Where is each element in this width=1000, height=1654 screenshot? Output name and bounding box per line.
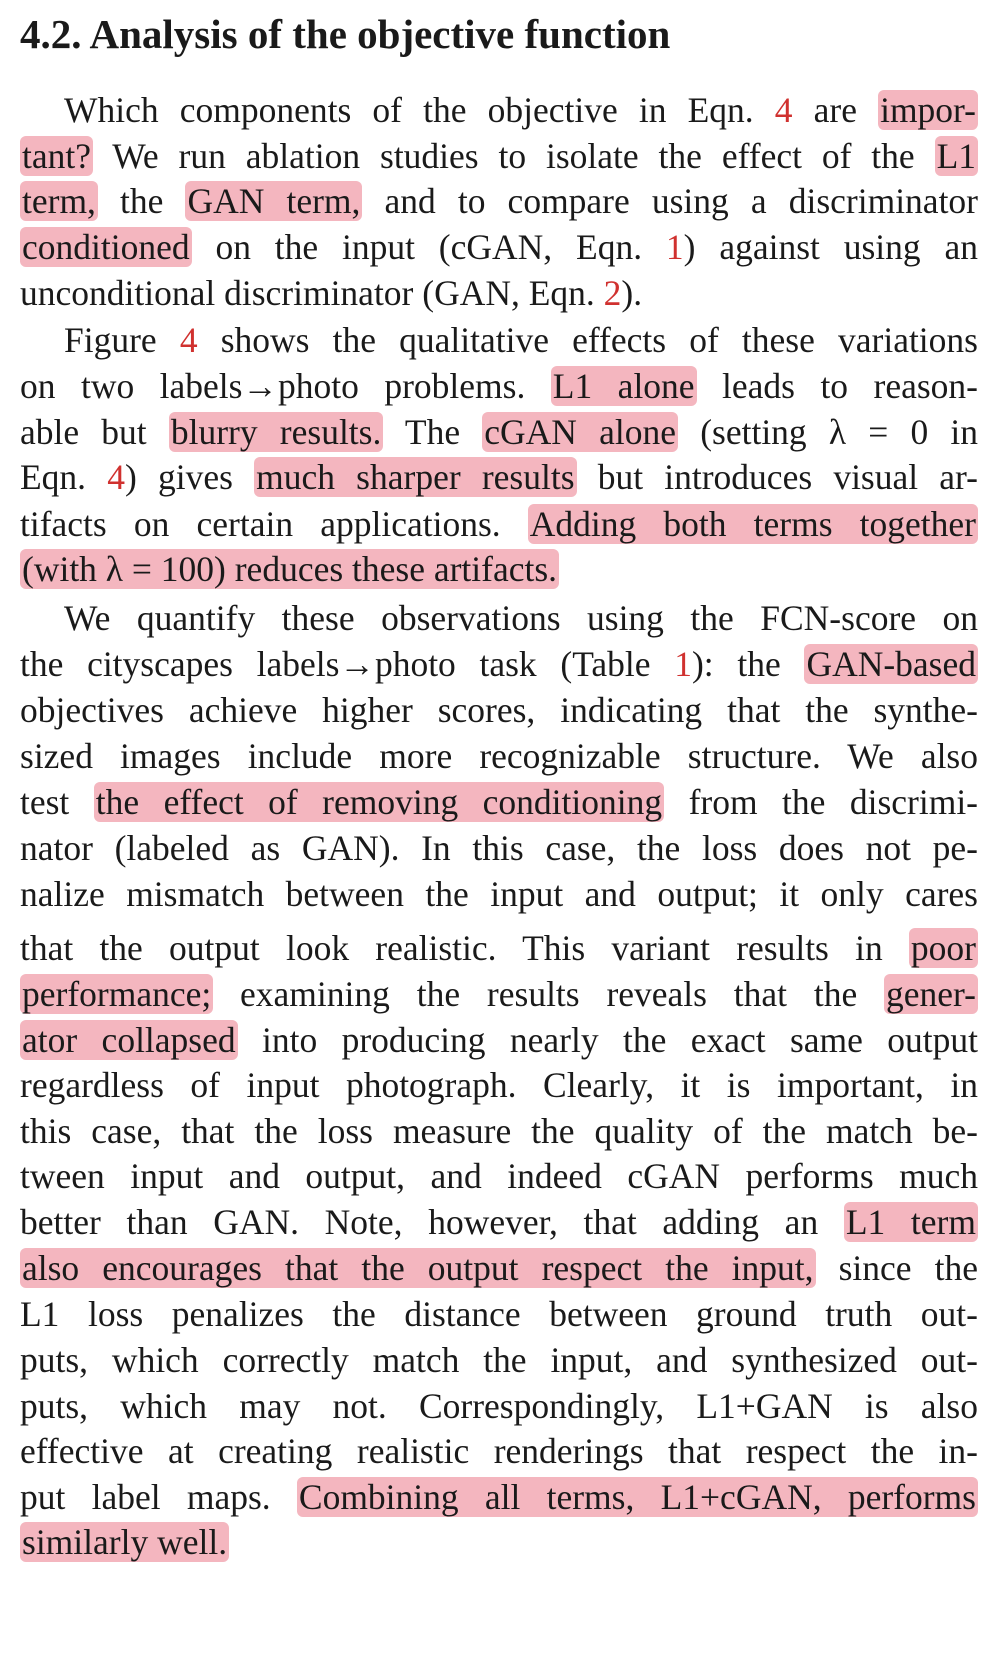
text-line: put label maps. Combining all terms, L1+cGAN, performs — [20, 1477, 976, 1517]
text-line: the cityscapes labels→photo task (Table 1): the GAN-based — [20, 644, 976, 684]
highlighted-phrase: similarly well. — [22, 1522, 228, 1562]
highlighted-phrase: impor- — [880, 90, 976, 130]
highlighted-phrase: cGAN alone — [484, 412, 677, 452]
text-line: puts, which may not. Correspondingly, L1+GAN is also — [20, 1386, 978, 1426]
text-line: Which components of the objective in Eqn. 4 are impor- — [64, 90, 976, 130]
highlighted-phrase: poor — [910, 928, 976, 968]
highlighted-phrase: L1 alone — [552, 366, 695, 406]
text-line: conditioned on the input (cGAN, Eqn. 1) against using an — [22, 227, 978, 267]
highlighted-phrase: ator collapsed — [22, 1020, 236, 1060]
section-heading: 4.2. Analysis of the objective function — [20, 11, 671, 57]
text-line: performance; examining the results reveals that the gener- — [22, 974, 976, 1014]
text-line: We quantify these observations using the FCN-score on — [64, 598, 978, 638]
text-line: sized images include more recognizable structure. We also — [20, 736, 978, 776]
text-line: that the output look realistic. This variant results in poor — [20, 928, 976, 968]
highlighted-phrase: term, — [22, 181, 96, 221]
equation-reference-link[interactable]: 2 — [603, 273, 622, 313]
text-line: on two labels→photo problems. L1 alone leads to reason- — [20, 366, 978, 406]
highlighted-phrase: performance; — [22, 974, 212, 1014]
highlighted-phrase: Combining all terms, L1+cGAN, performs — [298, 1477, 976, 1517]
equation-reference-link[interactable]: 4 — [107, 457, 125, 497]
highlighted-phrase: also encourages that the output respect the input, — [22, 1248, 814, 1288]
highlighted-phrase: tant? — [22, 136, 91, 176]
highlighted-phrase: blurry results. — [170, 412, 382, 452]
text-line — [20, 1518, 978, 1566]
highlighted-phrase: much sharper results — [256, 457, 575, 497]
text-line: test the effect of removing conditioning from the discrimi- — [20, 782, 978, 822]
text-line: effective at creating realistic renderings that respect the in- — [20, 1431, 978, 1471]
text-line: ator collapsed into producing nearly the exact same output — [22, 1020, 978, 1060]
equation-reference-link[interactable]: 4 — [179, 320, 198, 360]
highlighted-phrase: L1 term — [845, 1202, 976, 1242]
text-line: regardless of input photograph. Clearly, it is important, in — [20, 1065, 978, 1105]
text-line: nator (labeled as GAN). In this case, the loss does not pe- — [20, 828, 978, 868]
equation-reference-link[interactable]: 1 — [665, 227, 684, 267]
text-line: Figure 4 shows the qualitative effects of these variations — [64, 320, 978, 360]
text-line: able but blurry results. The cGAN alone (setting λ = 0 in — [20, 412, 978, 452]
highlighted-phrase: (with λ = 100) reduces these artifacts. — [22, 549, 558, 589]
text-line: Eqn. 4) gives much sharper results but introduces visual ar- — [20, 457, 978, 497]
text-line: nalize mismatch between the input and output; it only cares — [20, 874, 978, 914]
text-line: unconditional discriminator (GAN, Eqn. 2). — [20, 273, 643, 313]
text-line: tant? We run ablation studies to isolate the effect of the L1 — [22, 136, 976, 176]
highlighted-phrase: gener- — [886, 974, 976, 1014]
text-line: also encourages that the output respect the input, since the — [22, 1248, 978, 1288]
text-line: this case, that the loss measure the quality of the match be- — [20, 1111, 978, 1151]
equation-reference-link[interactable]: 1 — [674, 644, 692, 684]
highlighted-phrase: conditioned — [22, 227, 190, 267]
equation-reference-link[interactable]: 4 — [774, 90, 793, 130]
text-line: puts, which correctly match the input, and synthesized out- — [20, 1340, 978, 1380]
highlighted-phrase: Adding both terms together — [529, 504, 976, 544]
highlighted-phrase: the effect of removing conditioning — [95, 782, 663, 822]
text-line: better than GAN. Note, however, that adding an L1 term — [20, 1202, 976, 1242]
highlighted-phrase: L1 — [936, 136, 976, 176]
highlighted-phrase: GAN-based — [806, 644, 976, 684]
text-line: tifacts on certain applications. Adding both terms together — [20, 504, 976, 544]
text-line: objectives achieve higher scores, indicating that the synthe- — [20, 690, 978, 730]
text-line: term, the GAN term, and to compare using a discriminator — [22, 181, 978, 221]
text-line: L1 loss penalizes the distance between ground truth out- — [20, 1294, 978, 1334]
text-line — [20, 545, 978, 593]
text-line: tween input and output, and indeed cGAN performs much — [20, 1156, 978, 1196]
highlighted-phrase: GAN term, — [187, 181, 361, 221]
